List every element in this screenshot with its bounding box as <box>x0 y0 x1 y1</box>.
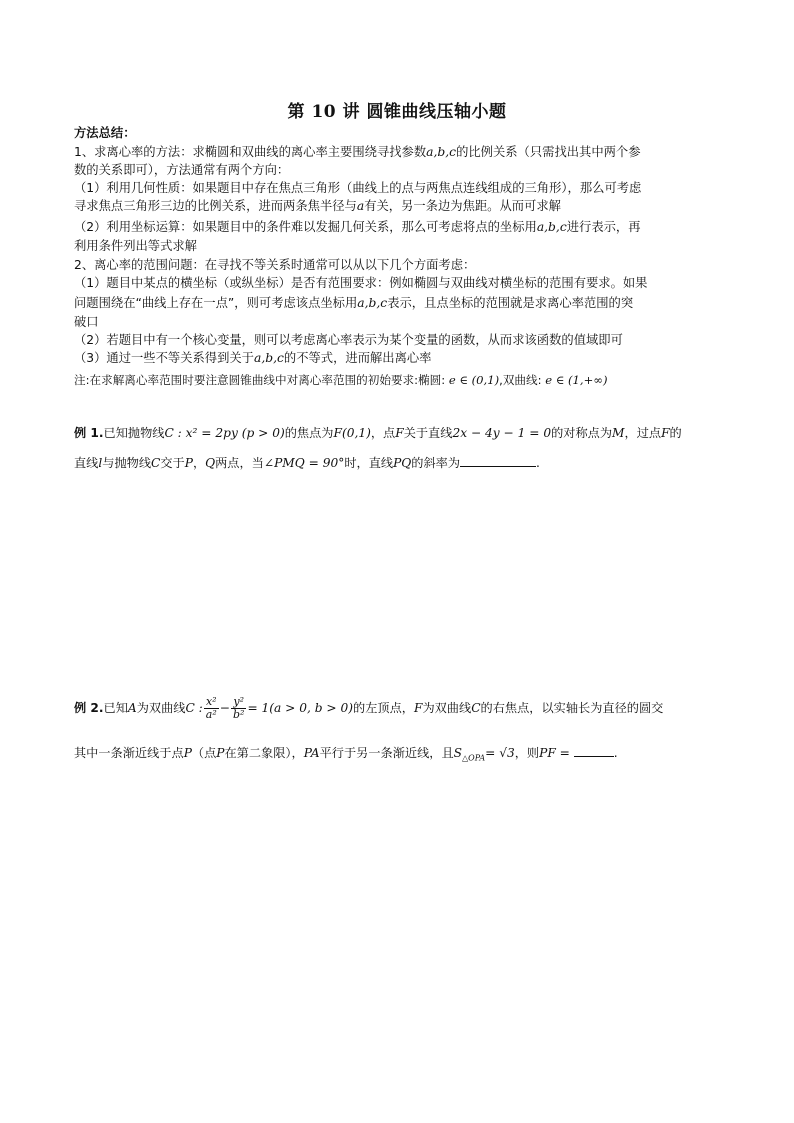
example-2-line-1: 例 2.已知A为双曲线C : $\frac{\text{x²}}{\text{a²}}$ − $\frac{\text{y²}}{\text{b²}}$ = 1(a > 0, b > 0)的左顶点，F为双曲线C的右焦点，以实轴长为直径的圆交 <box>74 695 664 721</box>
summary-line-12: （3）通过一些不等关系得到关于a,b,c的不等式，进而解出离心率 <box>74 351 432 365</box>
example-2-line-2: 其中一条渐近线于点P（点P在第二象限），PA平行于另一条渐近线，且$S_{\triangle OPA}= √3$，则PF = . <box>74 746 618 763</box>
page-title: 第 10 讲 圆锥曲线压轴小题 <box>287 102 507 122</box>
summary-line-13: 注:在求解离心率范围时要注意圆锥曲线中对离心率范围的初始要求:椭圆: e ∈ (0,1),双曲线: e ∈ (1,+∞) <box>74 373 608 387</box>
summary-line-7: 2、离心率的范围问题：在寻找不等关系时通常可以从以下几个方面考虑： <box>74 258 476 272</box>
summary-line-10: 破口 <box>74 315 99 329</box>
summary-line-4: 寻求焦点三角形三边的比例关系，进而两条焦半径与a有关，另一条边为焦距。从而可求解 <box>74 199 561 213</box>
summary-line-3: （1）利用几何性质：如果题目中存在焦点三角形（曲线上的点与两焦点连线组成的三角形），那么可考虑 <box>74 181 642 195</box>
example-2-label: 例 2. <box>74 701 104 715</box>
example-1-line-2: 直线l与抛物线C交于P，Q两点，当∠PMQ = 90°时，直线PQ的斜率为 . <box>74 456 540 470</box>
summary-line-8: （1）题目中某点的横坐标（或纵坐标）是否有范围要求：例如椭圆与双曲线对横坐标的范围有要求。如果 <box>74 276 648 290</box>
summary-heading: 方法总结： <box>74 126 136 140</box>
summary-line-5: （2）利用坐标运算：如果题目中的条件难以发掘几何关系，那么可考虑将点的坐标用a,b,c进行表示，再 <box>74 220 641 234</box>
answer-blank-1[interactable] <box>460 454 536 467</box>
answer-blank-2[interactable] <box>574 744 614 757</box>
summary-line-11: （2）若题目中有一个核心变量，则可以考虑离心率表示为某个变量的函数，从而求该函数的值域即可 <box>74 333 623 347</box>
fraction-y2-b2: $\frac{\text{y²}}{\text{b²}}$ <box>232 695 245 721</box>
example-1-line-1: 例 1.已知抛物线C : x² = 2py (p > 0)的焦点为F(0,1)，点F关于直线2x − 4y − 1 = 0的对称点为M，过点F的 <box>74 426 682 440</box>
summary-line-2: 数的关系即可），方法通常有两个方向： <box>74 163 290 177</box>
summary-line-6: 利用条件列出等式求解 <box>74 239 197 253</box>
example-1-label: 例 1. <box>74 426 104 440</box>
fraction-x2-a2: $\frac{\text{x²}}{\text{a²}}$ <box>205 695 217 721</box>
summary-line-1: 1、求离心率的方法：求椭圆和双曲线的离心率主要围绕寻找参数a,b,c的比例关系（只需找出其中两个参 <box>74 145 641 159</box>
summary-line-9: 问题围绕在“曲线上存在一点”，则可考虑该点坐标用a,b,c表示，且点坐标的范围就是求离心率范围的突 <box>74 296 634 310</box>
